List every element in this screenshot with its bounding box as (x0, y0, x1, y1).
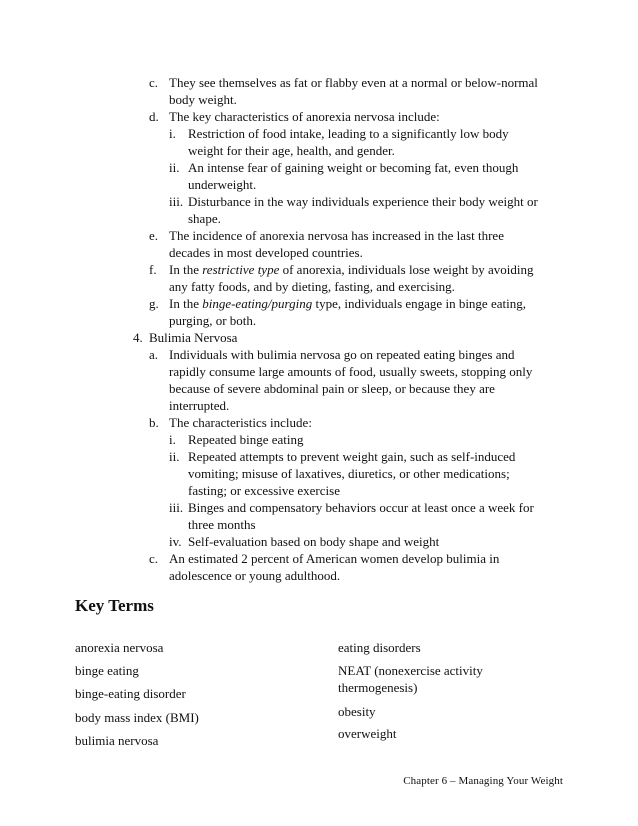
list-marker: iii. (169, 194, 184, 209)
outline-line (188, 177, 256, 193)
line-text: rapidly consume large amounts of food, usually sweets, stopping only (169, 364, 533, 379)
outline-line (169, 500, 534, 516)
outline-line (149, 415, 312, 431)
outline-line (169, 313, 256, 329)
outline-line (149, 347, 515, 363)
line-text: purging, or both. (169, 313, 257, 328)
term-bulimia-nervosa: bulimia nervosa (75, 733, 159, 748)
outline-line (169, 568, 340, 584)
line-text: vomiting; misuse of laxatives, diuretics, or other medications; (188, 466, 510, 481)
line-text: An intense fear of gaining weight or becoming fat, even though (188, 160, 519, 175)
term-neat-line1: NEAT (nonexercise activity (338, 663, 483, 678)
key-terms-heading: Key Terms (75, 596, 154, 615)
outline-line (169, 126, 509, 142)
term-obesity: obesity (338, 704, 376, 719)
line-text: Self-evaluation based on body shape and weight (188, 534, 440, 549)
outline-line (133, 330, 237, 346)
outline-line (149, 551, 499, 567)
line-text: interrupted. (169, 398, 230, 413)
list-marker: d. (149, 109, 159, 124)
outline-line (169, 92, 237, 108)
outline-line (169, 364, 532, 380)
list-marker: a. (149, 347, 159, 362)
outline-line (188, 466, 510, 482)
line-text: An estimated 2 percent of American women develop bulimia in (169, 551, 500, 566)
outline-line (149, 228, 504, 244)
term-overweight: overweight (338, 726, 397, 741)
list-marker: ii. (169, 449, 180, 464)
list-marker: c. (149, 75, 159, 90)
list-marker: g. (149, 296, 159, 311)
outline-line (169, 279, 455, 295)
line-text: decades in most developed countries. (169, 245, 363, 260)
list-marker: 4. (133, 330, 143, 345)
list-marker: i. (169, 126, 176, 141)
line-text: Repeated attempts to prevent weight gain, such as self-induced (188, 449, 516, 464)
line-text: Individuals with bulimia nervosa go on repeated eating binges and (169, 347, 515, 362)
term-eating-disorders: eating disorders (338, 640, 421, 655)
line-text: Restriction of food intake, leading to a significantly low body (188, 126, 509, 141)
line-text: adolescence or young adulthood. (169, 568, 341, 583)
term-binge-eating-disorder: binge-eating disorder (75, 686, 186, 701)
emphasis-text: restrictive type (202, 262, 280, 277)
outline-line (149, 75, 538, 91)
outline-line (149, 262, 534, 278)
outline-line (169, 194, 538, 210)
term-binge-eating: binge eating (75, 663, 139, 678)
line-text: The key characteristics of anorexia nervosa include: (169, 109, 440, 124)
outline-line (149, 296, 526, 312)
line-text: Binges and compensatory behaviors occur at least once a week for (188, 500, 534, 515)
line-text: They see themselves as fat or flabby even at a normal or below-normal (169, 75, 538, 90)
outline-line (169, 245, 363, 261)
page-footer: Chapter 6 – Managing Your Weight (403, 775, 563, 787)
line-text: The characteristics include: (169, 415, 312, 430)
outline-line (169, 449, 515, 465)
list-marker: c. (149, 551, 159, 566)
line-text: body weight. (169, 92, 237, 107)
line-text: three months (188, 517, 256, 532)
line-text: fasting; or excessive exercise (188, 483, 340, 498)
term-body-mass-index: body mass index (BMI) (75, 710, 199, 725)
list-marker: iii. (169, 500, 184, 515)
outline-line (188, 517, 256, 533)
term-neat-line2: thermogenesis) (338, 680, 418, 695)
line-text: because of severe abdominal pain or sleep, or because they are (169, 381, 495, 396)
list-marker: i. (169, 432, 176, 447)
outline-line (169, 381, 495, 397)
line-text: type, individuals engage in binge eating, (312, 296, 526, 311)
line-text: Bulimia Nervosa (149, 330, 238, 345)
line-text: In the (169, 262, 203, 277)
outline-line (169, 432, 304, 448)
line-text: In the (169, 296, 203, 311)
outline-line (188, 211, 221, 227)
line-text: Repeated binge eating (188, 432, 304, 447)
list-marker: b. (149, 415, 159, 430)
term-anorexia-nervosa: anorexia nervosa (75, 640, 164, 655)
line-text: any fatty foods, and by dieting, fasting, and exercising. (169, 279, 455, 294)
line-text: The incidence of anorexia nervosa has increased in the last three (169, 228, 504, 243)
outline-line (188, 143, 395, 159)
emphasis-text: binge-eating/purging (202, 296, 313, 311)
list-marker: ii. (169, 160, 180, 175)
line-text: of anorexia, individuals lose weight by avoiding (279, 262, 534, 277)
line-text: shape. (188, 211, 221, 226)
outline-line (149, 109, 440, 125)
line-text: underweight. (188, 177, 257, 192)
line-text: Disturbance in the way individuals experience their body weight or (188, 194, 538, 209)
outline-line (169, 160, 518, 176)
list-marker: f. (149, 262, 157, 277)
list-marker: e. (149, 228, 159, 243)
list-marker: iv. (169, 534, 182, 549)
line-text: weight for their age, health, and gender. (188, 143, 395, 158)
outline-line (169, 534, 439, 550)
outline-line (188, 483, 340, 499)
outline-line (169, 398, 229, 414)
